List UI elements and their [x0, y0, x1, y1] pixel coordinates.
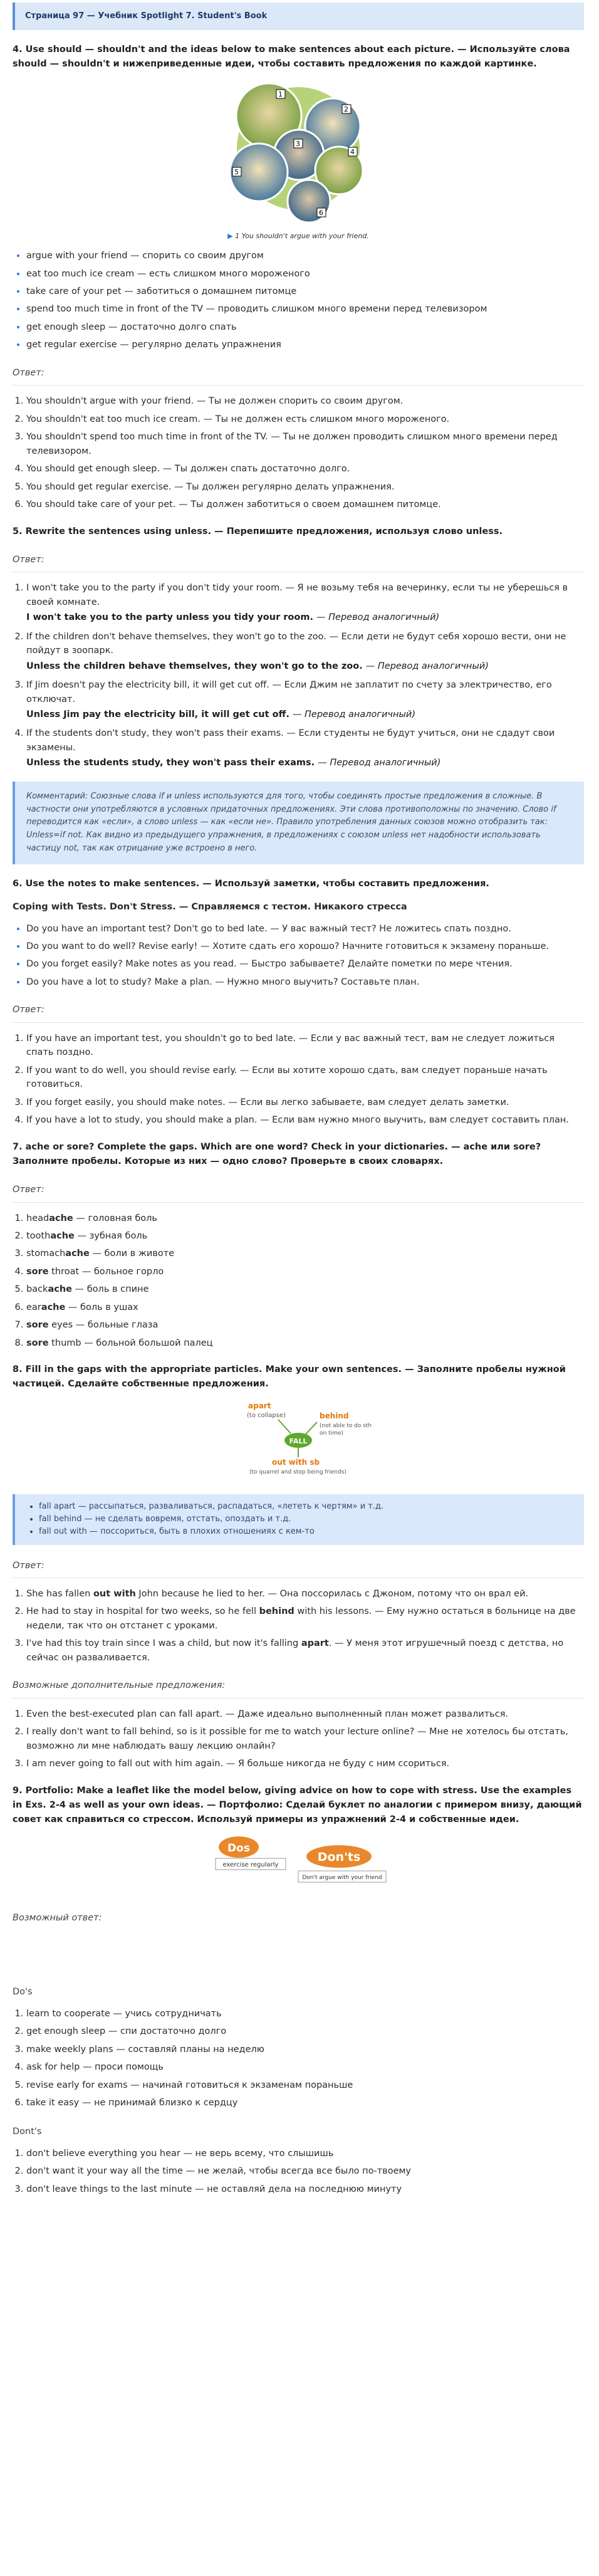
list-item: • Do you forget easily? Make notes as you read. — Быстро забываете? Делайте пометки по мере чтения.	[26, 957, 584, 971]
translation-note: — Перевод аналогичный)	[318, 758, 441, 768]
answer-label: Ответ:	[13, 1183, 584, 1202]
answers-list	[13, 581, 584, 770]
ideas-list	[13, 249, 584, 352]
list-item: 4. You should get enough sleep. — Ты должен спать достаточно долго.	[26, 462, 584, 476]
out-meaning: (to quarrel and stop being friends)	[249, 1469, 346, 1475]
list-item: 1. learn to cooperate — учись сотрудничать	[26, 2007, 584, 2021]
sentence-part: She has fallen	[26, 1589, 93, 1599]
svg-text:3: 3	[296, 139, 300, 148]
list-item	[26, 1301, 584, 1314]
caption-text: You shouldn't argue with your friend.	[241, 231, 369, 240]
answer-label: Ответ:	[13, 366, 584, 385]
exercise-title: 6. Use the notes to make sentences. — Используй заметки, чтобы составить предложения.	[13, 878, 489, 889]
exercise-title: 7. ache or sore? Complete the gaps. Which are one word? Check in your dictionaries. — ache или sore? Заполните пробелы. Которые из них — одно слово? Проверьте в своих словарях.	[13, 1141, 541, 1166]
list-item	[26, 581, 584, 624]
list-item	[26, 1282, 584, 1296]
list-item: • argue with your friend — спорить со своим другом	[26, 249, 584, 263]
answers-list	[13, 1212, 584, 1351]
exercise-subtitle: Coping with Tests. Don't Stress. — Справляемся с тестом. Никакого стресса	[13, 902, 407, 913]
exercise-7	[13, 1140, 584, 1351]
word-part: head	[26, 1213, 49, 1223]
answer-word: sore	[26, 1320, 49, 1331]
exercise-5	[13, 525, 584, 864]
original-sentence: I won't take you to the party if you don't tidy your room. — Я не возьму тебя на вечеринку, если ты не уберешься в своей комнате.	[26, 583, 568, 607]
list-item	[26, 1336, 584, 1350]
exercise-title: 5. Rewrite the sentences using unless. — Перепишите предложения, используя слово unless.	[13, 526, 503, 537]
list-item	[26, 678, 584, 721]
sentence-part: with his lessons. — Ему нужно остаться в больнице на две недели, так что он отстанет с уроками.	[26, 1606, 576, 1631]
apart-meaning: (to collapse)	[247, 1411, 286, 1419]
sentence-part: . — У меня этот игрушечный поезд с детства, но сейчас он разваливается.	[26, 1638, 564, 1663]
word-part: tooth	[26, 1230, 51, 1241]
caption-number: 1	[235, 231, 240, 240]
dos-donts-illustration	[204, 1835, 392, 1891]
triangle-icon: ▶	[227, 231, 233, 240]
particle: behind	[259, 1606, 294, 1617]
behind-meaning-1: (not able to do sth	[320, 1422, 372, 1429]
translation: — боль в ушах	[65, 1302, 138, 1312]
dos-heading: Do's	[13, 1987, 33, 1997]
translation-note: — Перевод аналогичный)	[292, 709, 416, 720]
circle-photos-illustration	[207, 80, 389, 230]
list-item	[26, 1212, 584, 1225]
translation-note: — Перевод аналогичный)	[316, 612, 440, 623]
list-item: 2. You shouldn't eat too much ice cream. — Ты не должен есть слишком много мороженого.	[26, 412, 584, 426]
list-item: 1. If you have an important test, you shouldn't go to bed late. — Если у вас важный тест, вам не следует ложиться спать поздно.	[26, 1032, 584, 1060]
list-item: 1. You shouldn't argue with your friend. — Ты не должен спорить со своим другом.	[26, 394, 584, 408]
notes-list	[13, 922, 584, 990]
list-item: • fall behind — не сделать вовремя, отстать, опоздать и т.д.	[39, 1513, 573, 1526]
page-header: Страница 97 — Учебник Spotlight 7. Student's Book	[13, 3, 584, 30]
meanings-box	[13, 1494, 584, 1544]
translation: — головная боль	[73, 1213, 157, 1223]
svg-text:5: 5	[234, 167, 239, 176]
dos-tag: Dos	[227, 1842, 250, 1855]
rewritten-sentence	[26, 756, 584, 770]
translation: — зубная боль	[74, 1230, 148, 1241]
answer-word: sore	[26, 1338, 49, 1348]
picture-collage	[13, 80, 584, 242]
list-item: 1. Even the best-executed plan can fall apart. — Даже идеально выполненный план может развалиться.	[26, 1707, 584, 1721]
exercise-9	[13, 1784, 584, 2197]
list-item	[26, 1318, 584, 1332]
list-item: 4. ask for help — проси помощь	[26, 2060, 584, 2074]
rewritten-text: Unless the students study, they won't pass their exams.	[26, 758, 315, 768]
apart-label: apart	[248, 1401, 271, 1410]
list-item	[26, 1587, 584, 1601]
list-item: • Do you want to do well? Revise early! — Хотите сдать его хорошо? Начните готовиться к экзамену пораньше.	[26, 940, 584, 953]
answer-word: ache	[49, 1213, 73, 1223]
svg-text:4: 4	[350, 147, 355, 156]
donts-example: Don't argue with your friend	[302, 1875, 382, 1882]
leaflet-model	[13, 1835, 584, 1895]
list-item	[26, 1229, 584, 1243]
list-item: 2. get enough sleep — спи достаточно долго	[26, 2024, 584, 2038]
list-item: 3. I am never going to fall out with him again. — Я больше никогда не буду с ним ссориться.	[26, 1757, 584, 1771]
list-item	[26, 726, 584, 770]
translation: eyes — больные глаза	[48, 1320, 159, 1331]
list-item: 5. You should get regular exercise. — Ты должен регулярно делать упражнения.	[26, 480, 584, 494]
list-item	[26, 1247, 584, 1260]
list-item: 6. You should take care of your pet. — Ты должен заботиться о своем домашнем питомце.	[26, 498, 584, 511]
particle: out with	[93, 1589, 136, 1599]
answer-label: Ответ:	[13, 1003, 584, 1022]
answer-label: Ответ:	[13, 553, 584, 572]
list-item: • Do you have an important test? Don't go to bed late. — У вас важный тест? Не ложитесь спать поздно.	[26, 922, 584, 936]
answer-word: ache	[48, 1284, 73, 1295]
behind-meaning-2: on time)	[320, 1430, 343, 1437]
list-item	[26, 1605, 584, 1633]
list-item: • eat too much ice cream — есть слишком много мороженого	[26, 267, 584, 281]
possible-answer-label: Возможный ответ:	[13, 1912, 102, 1923]
list-item	[26, 1636, 584, 1665]
donts-list	[13, 2147, 584, 2196]
exercise-4	[13, 43, 584, 511]
translation: thumb — больной большой палец	[48, 1338, 213, 1348]
rewritten-text: Unless the children behave themselves, they won't go to the zoo.	[26, 661, 363, 671]
list-item: 3. If you forget easily, you should make notes. — Если вы легко забываете, вам следует делать заметки.	[26, 1096, 584, 1109]
answer-label: Ответ:	[13, 1559, 584, 1578]
dos-example: exercise regularly	[222, 1861, 279, 1869]
list-item: 3. You shouldn't spend too much time in front of the TV. — Ты не должен проводить слишком много времени перед телевизором.	[26, 430, 584, 458]
sentence-part: John because he lied to her. — Она поссорилась с Джоном, потому что он врал ей.	[135, 1589, 529, 1599]
answer-word: ache	[65, 1249, 90, 1259]
rewritten-sentence	[26, 659, 584, 673]
answers-list	[13, 394, 584, 511]
list-item: • fall apart — рассыпаться, разваливаться, распадаться, «лететь к чертям» и т.д.	[39, 1500, 573, 1513]
list-item: 3. don't leave things to the last minute — не оставляй дела на последнюю минуту	[26, 2182, 584, 2196]
list-item: 1. don't believe everything you hear — не верь всему, что слышишь	[26, 2147, 584, 2160]
svg-text:1: 1	[278, 90, 283, 98]
svg-text:2: 2	[344, 105, 348, 113]
list-item: • take care of your pet — заботиться о домашнем питомце	[26, 285, 584, 298]
extra-list	[13, 1707, 584, 1771]
translation-note: — Перевод аналогичный)	[365, 661, 489, 671]
list-item: 2. If you want to do well, you should revise early. — Если вы хотите хорошо сдать, вам следует пораньше начать готовиться.	[26, 1064, 584, 1092]
donts-heading: Dont's	[13, 2127, 42, 2137]
word-part: ear	[26, 1302, 41, 1312]
dos-list	[13, 2007, 584, 2110]
fall-diagram	[13, 1400, 584, 1485]
translation: throat — больное горло	[48, 1266, 164, 1277]
list-item: • fall out with — поссориться, быть в плохих отношениях с кем-то	[39, 1526, 573, 1538]
comment-note: Комментарий: Союзные слова if и unless используются для того, чтобы соединять простые предложения в сложные. В частности они употребляются в условных придаточных предложениях. Эти слова противоположны по значению. Слово if переводится как «если», а слово unless — как «если не». Правило употребления данных союзов можно отобразить так: Unless=if not. Как видно из предыдущего упражнения, в предложениях с союзом unless нет надобности использовать частицу not, так как отрицание уже встроено в него.	[13, 782, 584, 864]
particle: apart	[301, 1638, 329, 1649]
answer-word: ache	[50, 1230, 75, 1241]
original-sentence: If the children don't behave themselves, they won't go to the zoo. — Если дети не будут себя хорошо вести, они не пойдут в зоопарк.	[26, 631, 566, 656]
list-item: • get regular exercise — регулярно делать упражнения	[26, 338, 584, 352]
rewritten-sentence	[26, 610, 584, 624]
answer-word: sore	[26, 1266, 49, 1277]
picture-caption	[13, 231, 584, 241]
answer-word: ache	[41, 1302, 66, 1312]
exercise-8	[13, 1363, 584, 1771]
sentence-part: I've had this toy train since I was a child, but now it's falling	[26, 1638, 301, 1649]
extra-label: Возможные дополнительные предложения:	[13, 1678, 584, 1698]
list-item: 6. take it easy — не принимай близко к сердцу	[26, 2096, 584, 2110]
list-item: 3. make weekly plans — составляй планы на неделю	[26, 2043, 584, 2056]
behind-label: behind	[320, 1411, 349, 1420]
exercise-6	[13, 877, 584, 1128]
original-sentence: If the students don't study, they won't pass their exams. — Если студенты не будут учиться, они не сдадут свои экзамены.	[26, 728, 555, 753]
answers-list	[13, 1587, 584, 1665]
svg-text:6: 6	[319, 208, 323, 217]
translation: — боль в спине	[72, 1284, 149, 1295]
list-item: • get enough sleep — достаточно долго спать	[26, 320, 584, 334]
list-item: • spend too much time in front of the TV — проводить слишком много времени перед телевизором	[26, 302, 584, 316]
original-sentence: If Jim doesn't pay the electricity bill, it will get cut off. — Если Джим не заплатит по счету за электричество, его отключат.	[26, 680, 552, 704]
answers-list	[13, 1032, 584, 1128]
out-label: out with sb	[272, 1457, 320, 1467]
list-item: 4. If you have a lot to study, you should make a plan. — Если вам нужно много выучить, вам следует составить план.	[26, 1113, 584, 1127]
donts-tag: Don'ts	[317, 1850, 361, 1865]
translation: — боли в животе	[89, 1249, 175, 1259]
word-part: back	[26, 1284, 48, 1295]
sentence-part: He had to stay in hospital for two weeks, so he fell	[26, 1606, 259, 1617]
list-item	[26, 1265, 584, 1279]
list-item	[26, 630, 584, 673]
word-part: stomach	[26, 1249, 66, 1259]
list-item: • Do you have a lot to study? Make a plan. — Нужно много выучить? Составьте план.	[26, 975, 584, 989]
list-item: 2. don't want it your way all the time — не желай, чтобы всегда все было по-твоему	[26, 2164, 584, 2178]
exercise-title: 4. Use should — shouldn't and the ideas below to make sentences about each picture. — Используйте слова should — shouldn't и нижеприведенные идеи, чтобы составить предложения по каждой картинке.	[13, 45, 570, 70]
rewritten-text: Unless Jim pay the electricity bill, it will get cut off.	[26, 709, 289, 720]
exercise-title: 8. Fill in the gaps with the appropriate particles. Make your own sentences. — Заполните пробелы нужной частицей. Сделайте собственные предложения.	[13, 1364, 566, 1390]
fall-center: FALL	[289, 1437, 308, 1445]
list-item: 5. revise early for exams — начинай готовиться к экзаменам пораньше	[26, 2078, 584, 2092]
exercise-title: 9. Portfolio: Make a leaflet like the model below, giving advice on how to cope with stress. Use the examples in Exs. 2-4 as well as your own ideas. — Портфолио: Сделай буклет по аналогии с примером внизу, дающий совет как справиться со стрессом. Используй примеры из упражнений 2-4 и собственные идеи.	[13, 1785, 582, 1825]
phrasal-verb-diagram	[211, 1400, 386, 1481]
rewritten-text: I won't take you to the party unless you tidy your room.	[26, 612, 313, 623]
list-item: 2. I really don't want to fall behind, so is it possible for me to watch your lecture online? — Мне не хотелось бы отстать, возможно ли мне наблюдать вашу лекцию онлайн?	[26, 1725, 584, 1753]
rewritten-sentence	[26, 708, 584, 721]
